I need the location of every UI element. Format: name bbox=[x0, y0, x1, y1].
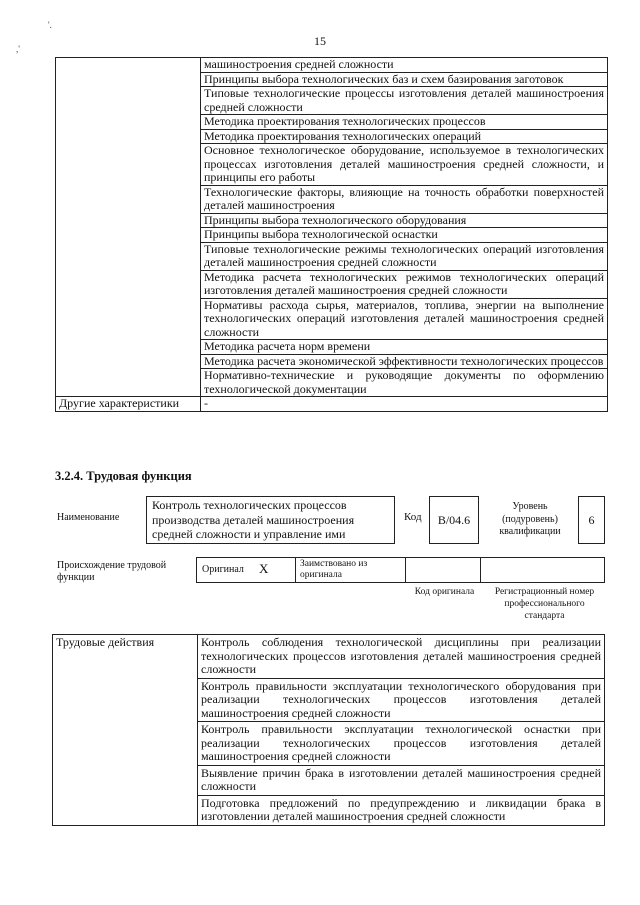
page-number: 15 bbox=[314, 34, 326, 48]
origin-original-cell bbox=[197, 558, 296, 582]
labor-actions-table bbox=[52, 634, 605, 826]
knowledge-item: Типовые технологические процессы изготовления деталей машиностроения средней сложности bbox=[201, 87, 608, 115]
knowledge-item: Принципы выбора технологического оборудования bbox=[201, 213, 608, 228]
level-label: Уровень (подуровень) квалификации bbox=[499, 501, 561, 537]
original-label: Оригинал bbox=[202, 564, 244, 575]
origin-label: Происхождение трудовой функции bbox=[57, 560, 167, 583]
labor-action-item: Выявление причин брака в изготовлении деталей машиностроения средней сложности bbox=[198, 765, 605, 795]
knowledge-item: Методика расчета экономической эффективности технологических процессов bbox=[201, 354, 608, 369]
knowledge-item: машиностроения средней сложности bbox=[201, 58, 608, 73]
knowledge-item: Технологические факторы, влияющие на точность обработки поверхностей деталей машиностроения bbox=[201, 185, 608, 213]
origin-borrowed-cell bbox=[296, 558, 406, 582]
code-caption: Код оригинала bbox=[414, 587, 475, 597]
knowledge-item: Основное технологическое оборудование, используемое в технологических процессах изготовления деталей машиностроения средней сложности, и принципы его работы bbox=[201, 144, 608, 186]
borrowed-label: Заимствовано из оригинала bbox=[300, 559, 368, 580]
level-box bbox=[578, 496, 605, 544]
knowledge-item: Методика проектирования технологических операций bbox=[201, 129, 608, 144]
knowledge-item: Методика расчета норм времени bbox=[201, 340, 608, 355]
origin-code-cell bbox=[406, 558, 481, 582]
table-row bbox=[53, 635, 605, 679]
knowledge-item: Типовые технологические режимы технологических операций изготовления деталей машиностроения средней сложности bbox=[201, 242, 608, 270]
level-value: 6 bbox=[588, 513, 595, 527]
labor-action-item: Подготовка предложений по предупреждению и ликвидации брака в изготовлении деталей машиностроения средней сложности bbox=[198, 795, 605, 825]
function-code-box bbox=[429, 496, 479, 544]
knowledge-item: Методика расчета технологических режимов технологических операций изготовления деталей машиностроения средней сложности bbox=[201, 270, 608, 298]
scan-mark: '. bbox=[48, 20, 52, 30]
knowledge-item: Принципы выбора технологической оснастки bbox=[201, 228, 608, 243]
knowledge-table bbox=[55, 57, 608, 412]
knowledge-item: Методика проектирования технологических процессов bbox=[201, 115, 608, 130]
function-name: Контроль технологических процессов производства деталей машиностроения средней сложности и управление ими bbox=[152, 498, 355, 541]
labor-actions-label: Трудовые действия bbox=[53, 635, 198, 826]
labor-action-item: Контроль правильности эксплуатации технологического оборудования при реализации технологических процессов изготовления деталей машиностроения средней сложности bbox=[198, 678, 605, 722]
name-label: Наименование bbox=[57, 512, 120, 523]
code-label: Код bbox=[404, 511, 422, 523]
knowledge-item: Нормативно-технические и руководящие документы по оформлению технологической документации bbox=[201, 369, 608, 397]
scan-mark: ,' bbox=[16, 44, 20, 54]
original-mark: X bbox=[259, 561, 269, 576]
table-row bbox=[56, 397, 608, 412]
function-name-box bbox=[146, 496, 395, 544]
table-row bbox=[56, 58, 608, 73]
origin-table bbox=[196, 557, 605, 583]
knowledge-item: Нормативы расхода сырья, материалов, топлива, энергии на выполнение технологических операций изготовления деталей машиностроения средней сложности bbox=[201, 298, 608, 340]
labor-action-item: Контроль правильности эксплуатации технологической оснастки при реализации технологических процессов изготовления деталей машиностроения средней сложности bbox=[198, 722, 605, 766]
labor-action-item: Контроль соблюдения технологической дисциплины при реализации технологических процессов изготовления деталей машиностроения средней сложности bbox=[198, 635, 605, 679]
other-characteristics-value: - bbox=[201, 397, 608, 412]
other-characteristics-label: Другие характеристики bbox=[56, 397, 201, 412]
function-code: B/04.6 bbox=[437, 513, 471, 527]
reg-caption: Регистрационный номер профессионального стандарта bbox=[494, 587, 595, 621]
table-left-cell bbox=[56, 58, 201, 397]
section-title: 3.2.4. Трудовая функция bbox=[55, 469, 192, 483]
knowledge-item: Принципы выбора технологических баз и схем базирования заготовок bbox=[201, 72, 608, 87]
